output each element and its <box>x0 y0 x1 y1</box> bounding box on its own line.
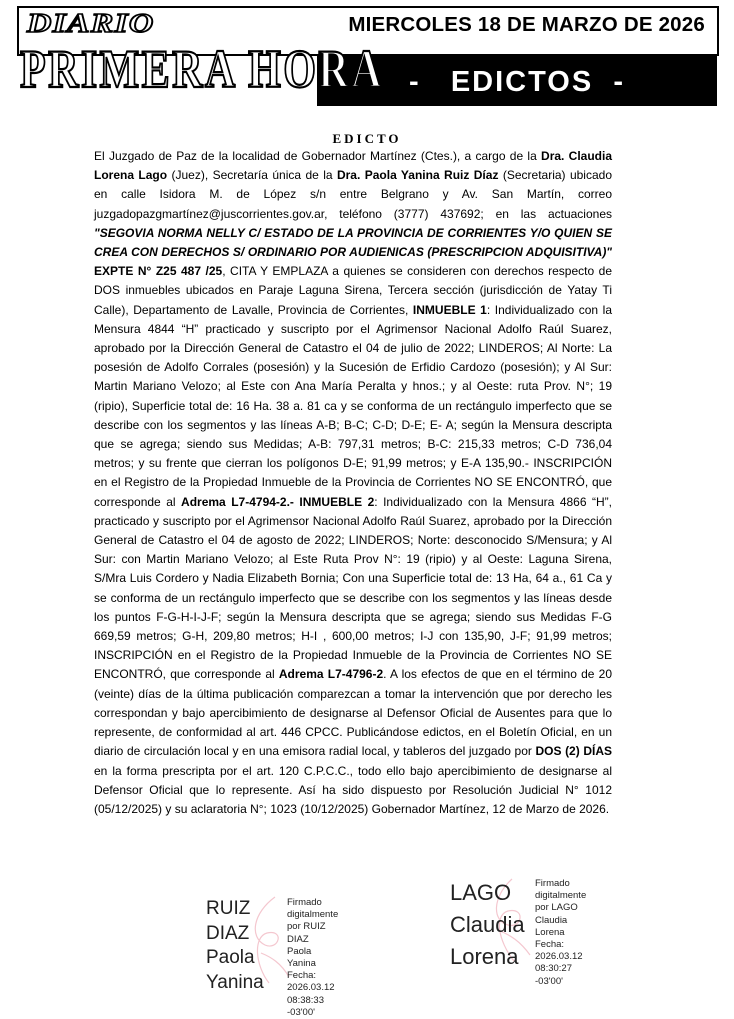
signer-name-line: Lorena <box>450 944 519 969</box>
case-caption: "SEGOVIA NORMA NELLY C/ ESTADO DE LA PROVINCIA DE CORRIENTES Y/O QUIEN SE CREA CON DERECHOS S/ ORDINARIO POR AUDIENICAS (PRESCRIPCION ADQUISITIVA)" <box>94 225 612 260</box>
signer-name-line: DIAZ <box>206 922 250 944</box>
brand-primera-hora: PRIMERA HORA <box>20 39 384 99</box>
signature-note-line: 2026.03.12 <box>535 951 583 963</box>
signature-note-line: Firmado <box>535 878 570 889</box>
edict-text: : Individualizado con la Mensura 4844 “H” practicado y suscripto por el Agrimensor Nacional Adolfo Raúl Suarez, aprobado por la Dirección General de Catastro el 04 de julio de 2022; LINDEROS; Al Norte: La posesión de Adolfo Corrales (posesión) y la Sucesión de Erfidio Cardozo (posesión); y Al Sur: Martin Mariano Velozo; al Este con Ana María Peralta y hnos.; y al Oeste: ruta Prov. N°; 19 (ripio), Superficie total de: 16 Ha. 38 a. 81 ca y se conforma de un rectángulo imperfecto que se describe con los segmentos y las líneas A-B; B-C; C-D; D-E; E- A; según la Mensura descripta que se agrega; siendo sus Medidas; A-B: 797,31 metros; B-C: 215,33 metros; C-D 736,04 metros; y su frente que cierran los polígonos D-E; 91,99 metros; y E-A 135,90.- INSCRIPCIÓN en el Registro de la Propiedad Inmueble de la Provincia de Corrientes NO SE ENCONTRÓ, que corresponde al <box>94 302 613 509</box>
signer-name-line: LAGO <box>450 880 512 905</box>
signature-note-line: digitalmente <box>287 909 339 921</box>
publication-days: DOS (2) DÍAS <box>535 744 612 759</box>
signature-note-line: por RUIZ DIAZ <box>287 921 326 945</box>
newspaper-header <box>17 6 717 109</box>
signature-note-line: 08:38:33 -03'00' <box>287 994 324 1018</box>
signature-note-line: 2026.03.12 <box>287 982 335 994</box>
brand-diario: DIARIO <box>27 8 155 38</box>
edict-text: en la forma prescripta por el art. 120 C.P.C.C., todo ello bajo apercibimiento de designarse al Defensor Oficial que lo represente. Así ha sido dispuesto por Resolución Judicial N° 1012 (05/12/2025) y su aclaratoria N°; 1023 (10/12/2025) Gobernador Martínez, 12 de Marzo de 2026. <box>94 763 612 816</box>
section-title: - EDICTOS - <box>409 66 625 98</box>
case-number: EXPTE N° Z25 487 /25 <box>94 264 223 279</box>
adrema-2-label: Adrema L7-4796-2 <box>278 667 384 682</box>
signer-name-line: RUIZ <box>206 898 251 919</box>
signature-note-line: Claudia Lorena <box>535 914 568 938</box>
issue-date: MIERCOLES 18 DE MARZO DE 2026 <box>348 13 705 36</box>
signature-note-line: por LAGO <box>535 902 578 914</box>
signature-note-line: Fecha: <box>287 970 317 982</box>
edict-text: , CITA Y EMPLAZA a quienes se consideren con derechos respecto de DOS inmuebles ubicados en Paraje Laguna Sirena, Tercera sección (jurisdicción de Yatay Ti Calle), Departamento de Lavalle, Provincia de Corrientes, <box>94 264 612 317</box>
secretary-name: Dra. Paola Yanina Ruiz Díaz <box>336 168 499 183</box>
signature-note-line: Firmado <box>287 897 322 908</box>
signature-note-line: 08:30:27 -03'00' <box>535 963 572 987</box>
edict-text: (Secretaria) ubicado en calle Isidora M. de López s/n entre Belgrano y Av. San Martín, correo juzgadopazgmartínez@juscorrientes.gov.ar, teléfono (3777) 437692; en las actuaciones <box>94 168 612 221</box>
signer-name-line: Paola <box>206 947 255 968</box>
signature-note-line: digitalmente <box>535 890 587 902</box>
property-1-label: INMUEBLE 1 <box>412 302 487 317</box>
signer-name-line: Claudia <box>450 912 525 937</box>
edict-body <box>94 147 612 819</box>
edict-text: : Individualizado con la Mensura 4866 “H”, practicado y suscripto por el Agrimensor Nacional Adolfo Raúl Suarez, aprobado por la Dirección General de Catastro el 04 de agosto de 2022; LINDEROS; Norte: desconocido S/Mensura; y Al Sur: con Martin Mariano Velozo; al Este Ruta Prov N°: 19 (ripio) y al Oeste: Laguna Sirena, S/Mra Luis Cordero y Nadia Elizabeth Bornia; Con una Superficie total de: 13 Ha, 64 a., 61 Ca y se conforma de un rectángulo imperfecto que se describe con los segmentos y las líneas desde los puntos F-G-H-I-J-F; según la Mensura descripta que se agrega; siendo sus Medidas F-G 669,59 metros; G-H, 209,80 metros; H-I , 600,00 metros; I-J con 135,90, J-F; 91,99 metros; INSCRIPCIÓN en el Registro de la Propiedad Inmueble de la Provincia de Corrientes NO SE ENCONTRÓ, que corresponde al <box>94 494 612 682</box>
signer-name-line: Yanina <box>206 971 264 993</box>
edict-text: . A los efectos de que en el término de 20 (veinte) días de la última publicación comparezcan a tomar la intervención que por derecho les correspondan y bajo apercibimiento de designarse al Defensor Oficial de Ausentes para que lo represente, de conformidad al art. 446 CPCC. Publicándose edictos, en el Boletín Oficial, en un diario de circulación local y en una emisora radial local, y tableros del juzgado por <box>94 667 613 759</box>
edict-text: El Juzgado de Paz de la localidad de Gobernador Martínez (Ctes.), a cargo de la <box>94 149 542 163</box>
signature-note-line: Fecha: <box>535 939 565 951</box>
signature-note-line: Paola Yanina <box>287 945 316 970</box>
adrema-1-label: Adrema L7-4794-2.- INMUEBLE 2 <box>181 494 375 509</box>
edict-text: (Juez), Secretaría única de la <box>167 168 337 183</box>
edict-title: EDICTO <box>332 131 402 146</box>
judge-name: Dra. Claudia Lorena Lago <box>94 149 612 183</box>
